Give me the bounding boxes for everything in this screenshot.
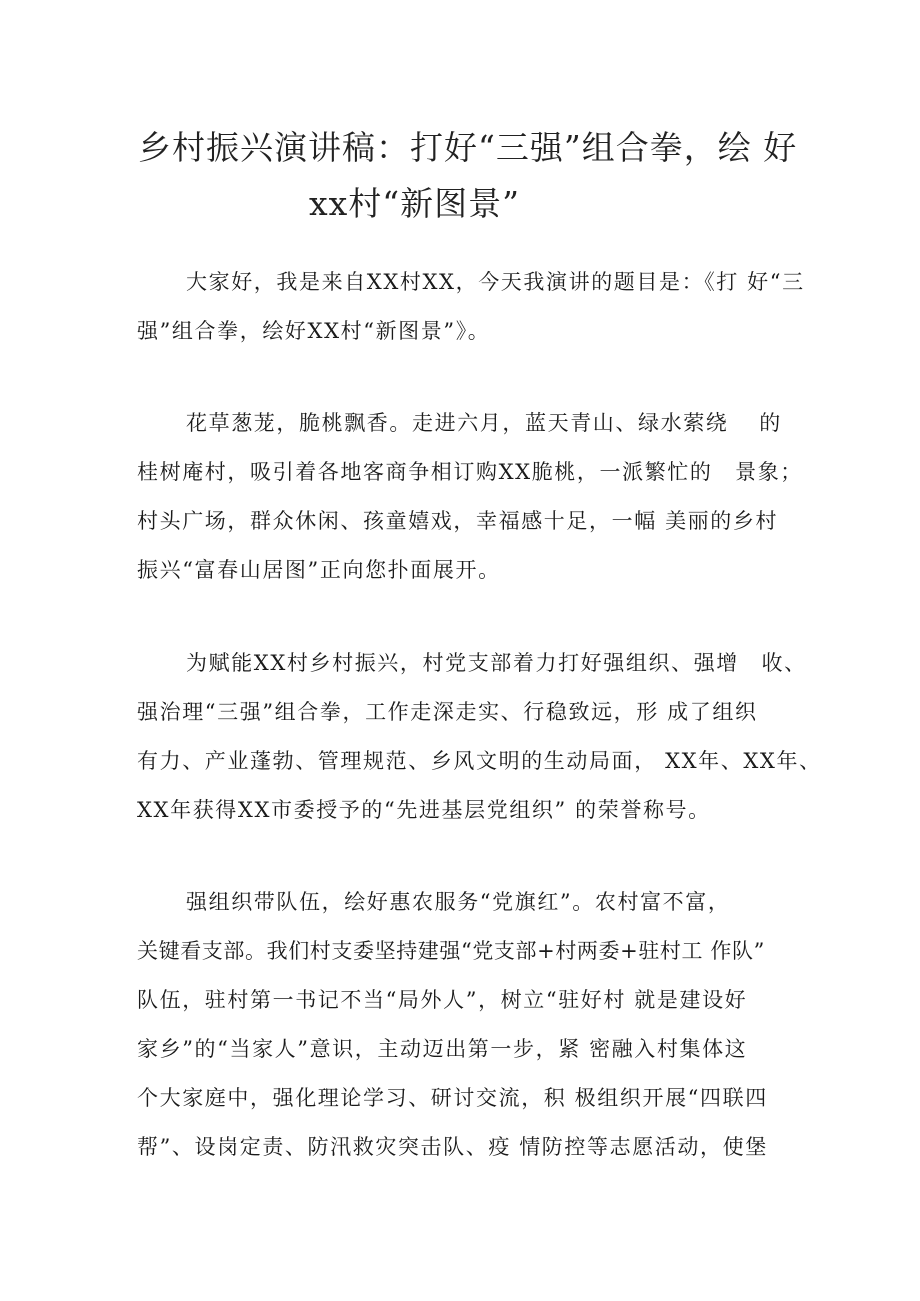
paragraph-line: 家乡”的“当家人”意识，主动迈出第一步，紧 密融入村集体这 <box>137 1037 748 1061</box>
document-title-line-2: xx村“新图景” <box>309 184 520 223</box>
paragraph-line: 花草葱茏，脆桃飘香。走进六月，蓝天青山、绿水萦绕 的 <box>186 411 782 435</box>
paragraph-line: XX年获得XX市委授予的“先进基层党组织” 的荣誉称号。 <box>137 798 711 822</box>
paragraph-line: 帮”、设岗定责、防汛救灾突击队、疫 情防控等志愿活动，使堡 <box>137 1135 768 1159</box>
paragraph-line: 个大家庭中，强化理论学习、研讨交流，积 极组织开展“四联四 <box>137 1086 768 1110</box>
paragraph-line: 强”组合拳，绘好XX村“新图景”》。 <box>137 319 491 343</box>
paragraph-line: 为赋能XX村乡村振兴，村党支部着力打好强组织、强增 收、 <box>186 651 807 675</box>
paragraph-line: 有力、产业蓬勃、管理规范、乡风文明的生动局面， XX年、XX年、 <box>137 749 822 773</box>
paragraph-line: 大家好，我是来自XX村XX，今天我演讲的题目是：《打 好“三 <box>186 270 805 294</box>
paragraph-line: 队伍，驻村第一书记不当“局外人”，树立“驻好村 就是建设好 <box>137 988 748 1012</box>
document-title-line-1: 乡村振兴演讲稿：打好“三强”组合拳，绘 好 <box>138 128 798 167</box>
paragraph-line: 桂树庵村，吸引着各地客商争相订购XX脆桃，一派繁忙的 景象； <box>137 460 803 484</box>
paragraph-line: 强组织带队伍，绘好惠农服务“党旗红”。农村富不富， <box>186 890 731 914</box>
paragraph-line: 强治理“三强”组合拳，工作走深走实、行稳致远，形 成了组织 <box>137 700 758 724</box>
paragraph-line: 村头广场，群众休闲、孩童嬉戏，幸福感十足，一幅 美丽的乡村 <box>137 509 779 533</box>
paragraph-line: 振兴“富春山居图”正向您扑面展开。 <box>137 558 501 582</box>
paragraph-line: 关键看支部。我们村支委坚持建强“党支部+村两委+驻村工 作队” <box>137 939 765 963</box>
